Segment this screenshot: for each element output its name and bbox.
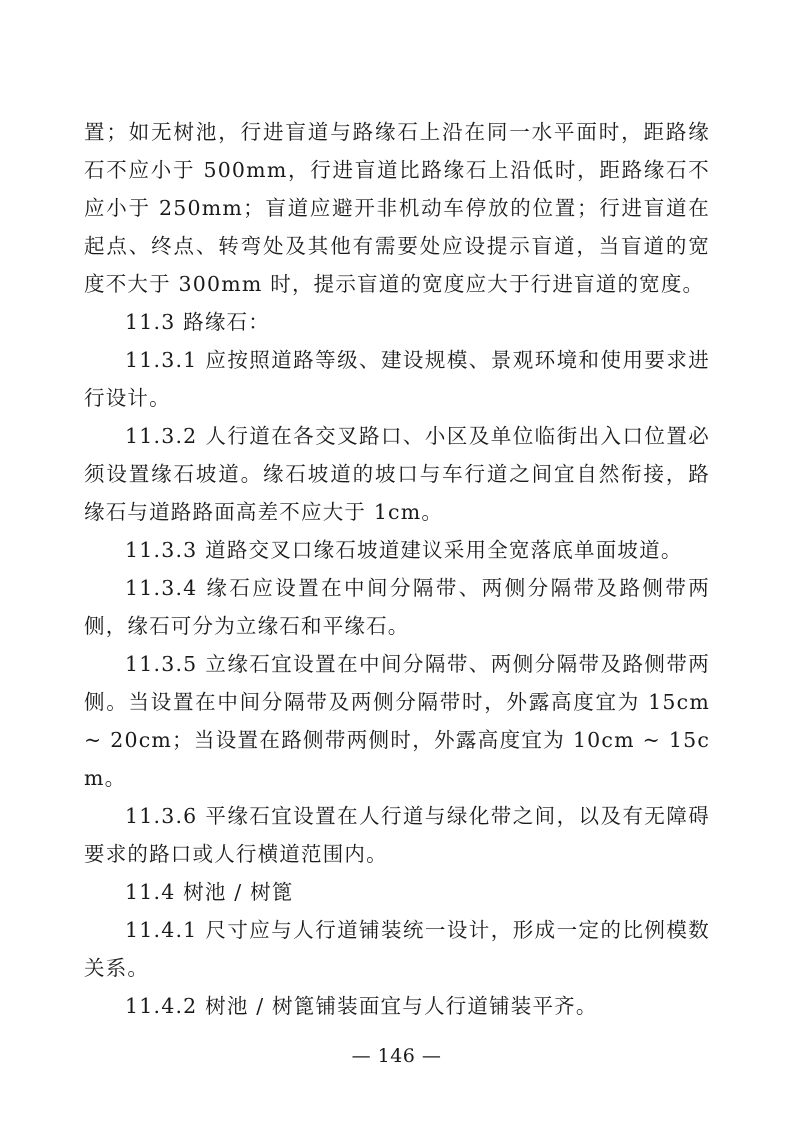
clause-11-3-5: 11.3.5 立缘石宜设置在中间分隔带、两侧分隔带及路侧带两侧。当设置在中间分隔带及两侧分隔带时，外露高度宜为 15cm ~ 20cm；当设置在路侧带两侧时，外露高度宜为 10cm ~ 15cm。 xyxy=(84,652,710,790)
clause-11-3-3: 11.3.3 道路交叉口缘石坡道建议采用全宽落底单面坡道。 xyxy=(125,538,683,562)
clause-11-3-6: 11.3.6 平缘石宜设置在人行道与绿化带之间，以及有无障碍要求的路口或人行横道范围内。 xyxy=(84,804,710,866)
clause-11-3-4: 11.3.4 缘石应设置在中间分隔带、两侧分隔带及路侧带两侧，缘石可分为立缘石和平缘石。 xyxy=(84,576,710,638)
body-text xyxy=(84,113,710,1025)
clause-11-3-2: 11.3.2 人行道在各交叉路口、小区及单位临街出入口位置必须设置缘石坡道。缘石坡道的坡口与车行道之间宜自然衔接，路缘石与道路路面高差不应大于 1cm。 xyxy=(84,424,710,524)
paragraph-continuation: 置；如无树池，行进盲道与路缘石上沿在同一水平面时，距路缘石不应小于 500mm，行进盲道比路缘石上沿低时，距路缘石不应小于 250mm；盲道应避开非机动车停放的位置；行进盲道在起点、终点、转弯处及其他有需要处应设提示盲道，当盲道的宽度不大于 300mm 时，提示盲道的宽度应大于行进盲道的宽度。 xyxy=(84,120,710,296)
section-heading-11-3: 11.3 路缘石： xyxy=(125,310,270,334)
clause-11-4-2: 11.4.2 树池 / 树篦铺装面宜与人行道铺装平齐。 xyxy=(125,994,598,1018)
clause-11-3-1: 11.3.1 应按照道路等级、建设规模、景观环境和使用要求进行设计。 xyxy=(84,348,710,410)
page-number: — 146 — xyxy=(351,1045,442,1067)
section-heading-11-4: 11.4 树池 / 树篦 xyxy=(125,880,294,904)
clause-11-4-1: 11.4.1 尺寸应与人行道铺装统一设计，形成一定的比例模数关系。 xyxy=(84,918,710,980)
